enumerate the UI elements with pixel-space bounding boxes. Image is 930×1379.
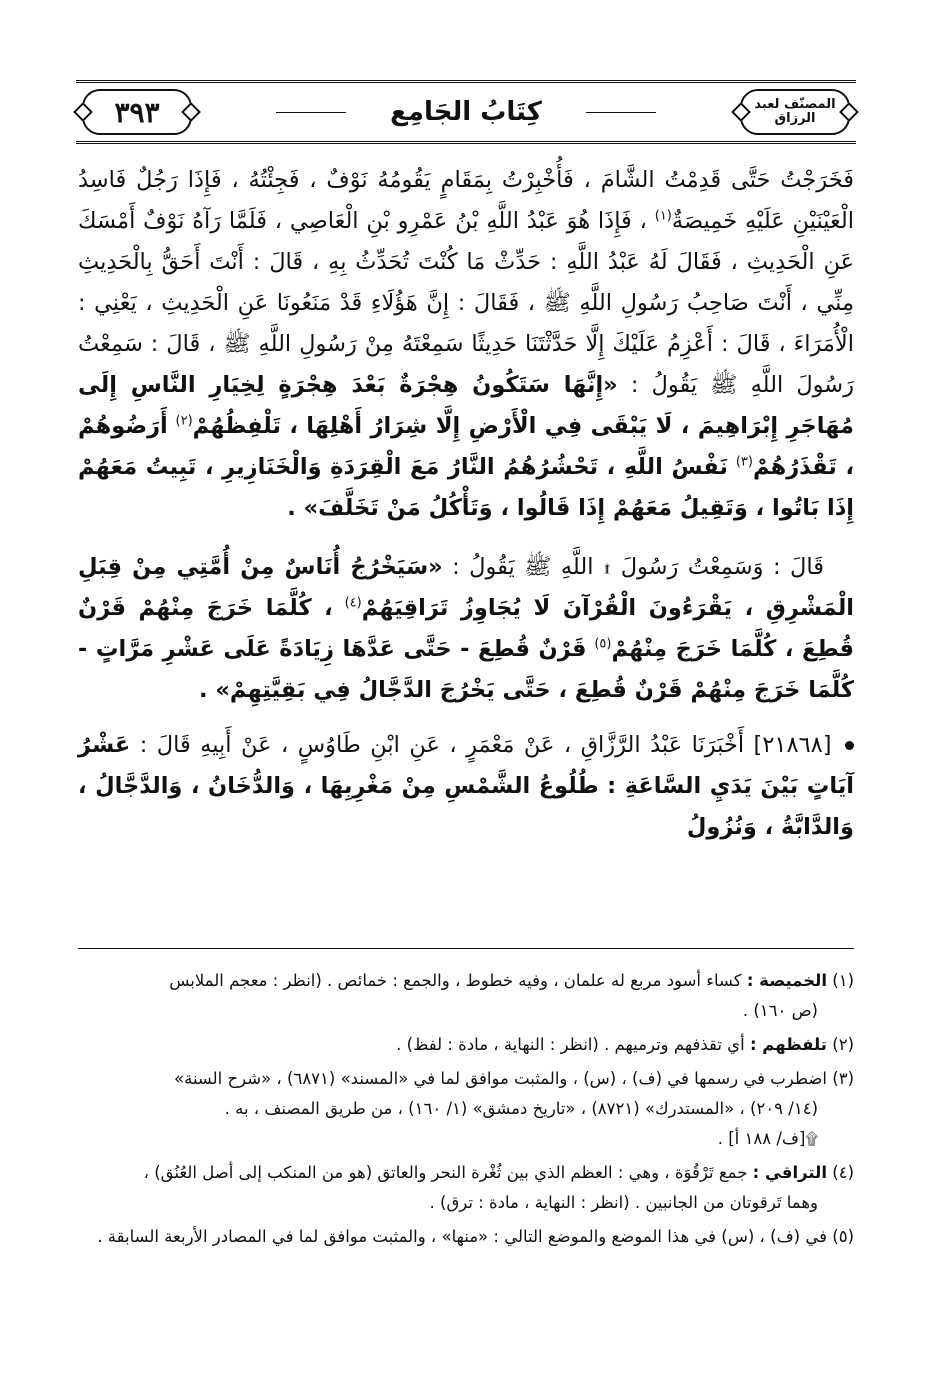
hadith-text: «إِنَّهَا سَتَكُونُ هِجْرَةٌ بَعْدَ هِجْرَةٍ لِخِيَارِ النَّاسِ إِلَى مُهَاجَرِ إِبْرَاهِيمَ ، لَا يَبْقَى فِي الْأَرْضِ إِلَّا شِرَارُ أَهْلِهَا ، تَلْفِظُهُمْ: [78, 372, 854, 439]
footnote-text: كساء أسود مربع له علمان ، وفيه خطوط ، والجمع : خمائص . (انظر : معجم الملابس: [169, 971, 742, 990]
hadith-text: نَفْسُ اللَّهِ ، تَحْشُرُهُمُ النَّارُ مَعَ الْقِرَدَةِ وَالْخَنَازِيرِ ، تَبِيتُ مَعَهُمْ إِذَا بَاتُوا ، وَتَقِيلُ مَعَهُمْ إِذَا قَالُوا ، وَتَأْكُلُ مَنْ تَخَلَّفَ» .: [78, 454, 854, 521]
footnote-text: (ص ١٦٠) .: [742, 1001, 818, 1020]
page-number-frame: [82, 89, 192, 135]
footnote-1: [78, 966, 854, 1026]
footnote-leaf-ref: ۩[ف/ ١٨٨ أ] .: [717, 1129, 818, 1148]
book-brand: المصنّف لعبد الرزاق: [754, 96, 836, 126]
chapter-title: كِتَابُ الجَامِع: [276, 89, 656, 135]
footnote-number: (١): [832, 971, 854, 990]
hadith-number: [٢١٨٦٨]: [753, 732, 832, 758]
footnote-text: وهما تَرقوتان من الجانبين . (انظر : النهاية ، مادة : ترق) .: [429, 1193, 818, 1212]
footnote-term: تلفظهم :: [749, 1035, 827, 1054]
footnote-4: [78, 1158, 854, 1218]
footnote-5: [78, 1222, 854, 1252]
footnote-number: (٤): [832, 1163, 854, 1182]
brand-frame: [740, 89, 850, 135]
footnote-number: (٢): [832, 1035, 854, 1054]
footnote-text: أي تقذفهم وترميهم . (انظر : النهاية ، مادة : لفظ) .: [396, 1035, 745, 1054]
text-segment: الْعَيْنَيْنِ عَلَيْهِ خَمِيصَةٌ: [671, 208, 854, 234]
paragraph-3: [78, 725, 854, 848]
footnote-2: [78, 1030, 854, 1060]
footnote-mark-2: (٢): [175, 413, 193, 429]
text-segment: فَخَرَجْتُ حَتَّى قَدِمْتُ الشَّامَ ، فَأُخْبِرْتُ بِمَقَامٍ يَقُومُهُ نَوْفٌ ، فَجِئْتُهُ ، فَإِذَا رَجُلٌ فَاسِدُ: [78, 167, 854, 193]
footnote-text: جمع تَرْقُوَة ، وهي : العظم الذي بين ثُغْرة النحر والعاتق (هو من المنكب إلى أصل العُنُق) ،: [143, 1163, 748, 1182]
page-number: ٣٩٣: [114, 95, 160, 129]
hadith-text: أَرَضُوهُمْ ، تَقْذَرُهُمْ: [78, 413, 854, 480]
footnote-mark-1: (١): [654, 208, 672, 224]
page-header: [76, 80, 856, 144]
paragraph-1: [78, 160, 854, 529]
bullet-icon: [845, 741, 854, 750]
footnote-text: (١٤/ ٢٠٩) ، «المستدرك» (٨٧٢١) ، «تاريخ دمشق» (١/ ١٦٠) ، من طريق المصنف ، به .: [224, 1099, 818, 1118]
footnotes: [78, 966, 854, 1256]
footnote-3: [78, 1064, 854, 1154]
text-segment: ، فَإِذَا هُوَ عَبْدُ اللَّهِ بْنُ عَمْرِو بْنِ الْعَاصِي ، فَلَمَّا رَآهُ نَوْفٌ أَمْسَكَ عَنِ الْحَدِيثِ ، فَقَالَ لَهُ عَبْدُ اللَّهِ : حَدِّثْ مَا كُنْتَ تُحَدِّثُ بِهِ ، قَالَ : أَنْتَ أَحَقُّ بِالْحَدِيثِ مِنِّي ، أَنْتَ صَاحِبُ رَسُولِ اللَّهِ ﷺ ، فَقَالَ : إِنَّ هَؤُلَاءِ قَدْ مَنَعُونَا عَنِ الْحَدِيثِ ، يَعْنِي : الْأُمَرَاءَ ، قَالَ : أَعْزِمُ عَلَيْكَ إِلَّا حَدَّثْتَنَا حَدِيثًا سَمِعْتَهُ مِنْ رَسُولِ اللَّهِ ﷺ ، قَالَ : سَمِعْتُ رَسُولَ اللَّهِ ﷺ يَقُولُ :: [78, 208, 855, 398]
paragraph-2: [78, 547, 854, 711]
leaf-mark: ۩: [602, 554, 612, 580]
footnote-mark-3: (٣): [735, 454, 753, 470]
footnote-mark-4: (٤): [344, 595, 362, 611]
footnote-separator: [78, 948, 854, 949]
text-segment: اللَّهِ ﷺ يَقُولُ :: [452, 554, 594, 580]
footnote-term: التراقي :: [752, 1163, 827, 1182]
hadith-text: عَشْرُ آيَاتٍ بَيْنَ يَدَيِ السَّاعَةِ : طُلُوعُ الشَّمْسِ مِنْ مَغْرِبِهَا ، وَالدُّخَانُ ، وَالدَّجَّالُ ، وَالدَّابَّةُ ، وَنُزُولُ: [78, 732, 854, 840]
footnote-term: الخميصة :: [746, 971, 827, 990]
footnote-number: (٣): [832, 1069, 854, 1088]
footnote-text: اضطرب في رسمها في (ف) ، (س) ، والمثبت موافق لما في «المسند» (٦٨٧١) ، «شرح السنة»: [174, 1069, 827, 1088]
main-text: [78, 160, 854, 848]
footnote-number: (٥): [832, 1227, 854, 1246]
hadith-text: ، كُلَّمَا خَرَجَ مِنْهُمْ قَرْنٌ قُطِعَ ، كُلَّمَا خَرَجَ مِنْهُمْ: [78, 595, 855, 662]
hadith-text: قَرْنٌ قُطِعَ - حَتَّى عَدَّهَا زِيَادَةً عَلَى عَشْرِ مَرَّاتٍ - كُلَّمَا خَرَجَ مِنْهُمْ قَرْنٌ قُطِعَ ، حَتَّى يَخْرُجَ الدَّجَّالُ فِي بَقِيَّتِهِمْ» .: [78, 636, 854, 703]
footnote-mark-5: (٥): [594, 636, 612, 652]
isnad-text: أَخْبَرَنَا عَبْدُ الرَّزَّاقِ ، عَنْ مَعْمَرٍ ، عَنِ ابْنِ طَاوُسٍ ، عَنْ أَبِيهِ قَالَ :: [139, 732, 745, 758]
text-segment: قَالَ : وَسَمِعْتُ رَسُولَ: [620, 554, 824, 580]
footnote-text: في (ف) ، (س) في هذا الموضع والموضع التالي : «منها» ، والمثبت موافق لما في المصادر الأربعة السابقة .: [97, 1227, 827, 1246]
hadith-text: «سَيَخْرُجُ أُنَاسٌ مِنْ أُمَّتِي مِنْ قِبَلِ الْمَشْرِقِ ، يَقْرَءُونَ الْقُرْآنَ لَا يُجَاوِزُ تَرَاقِيَهُمْ: [78, 554, 854, 621]
